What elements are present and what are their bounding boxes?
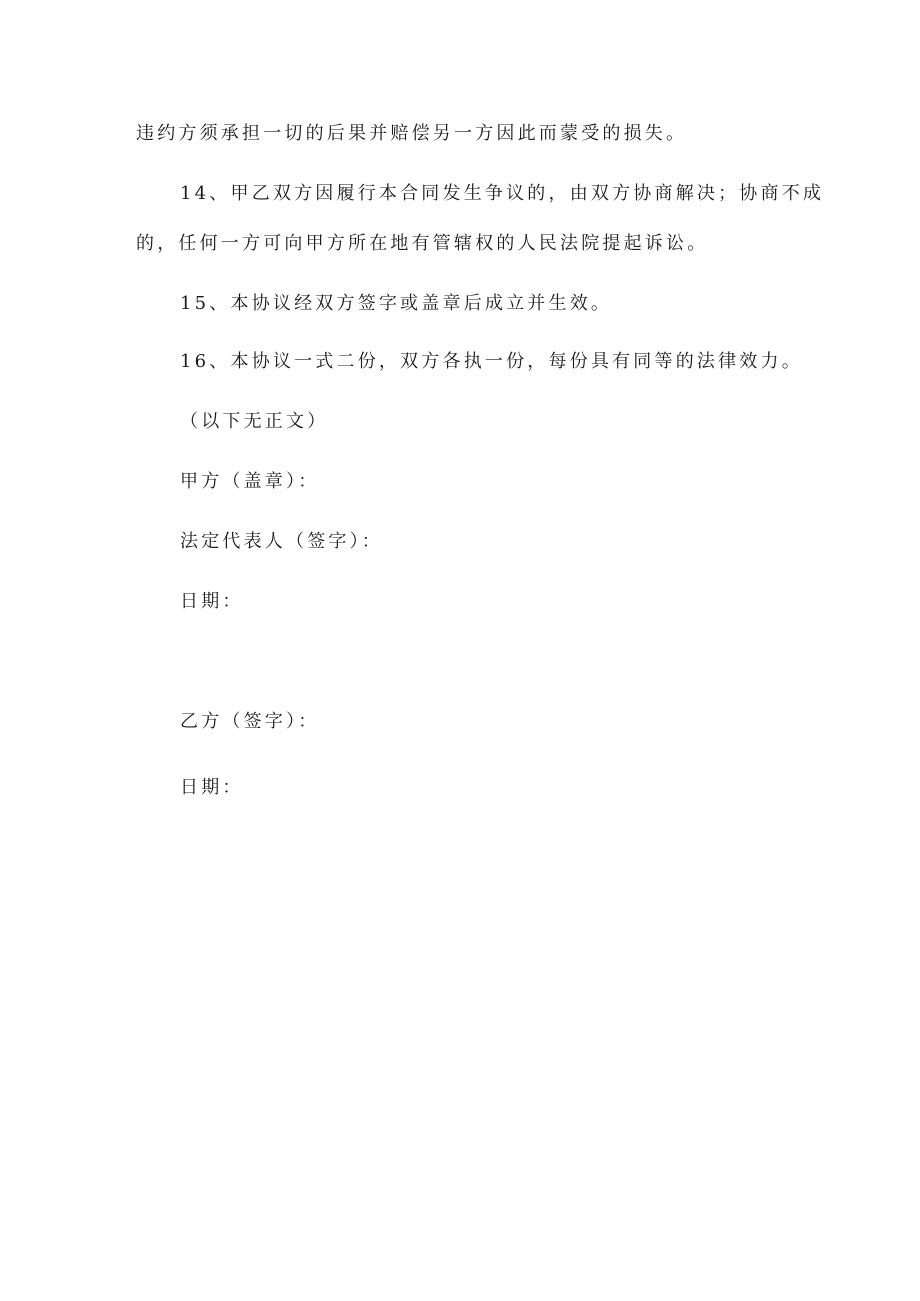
end-of-text-note: （以下无正文） bbox=[180, 411, 329, 432]
party-b-signature-label: 乙方（签字）： bbox=[180, 711, 320, 732]
legal-representative-signature-label: 法定代表人（签字）： bbox=[180, 531, 383, 552]
party-a-date-label: 日期： bbox=[180, 591, 244, 612]
clause-16: 16、本协议一式二份，双方各执一份，每份具有同等的法律效力。 bbox=[180, 351, 803, 372]
clause-14-line-1: 14、甲乙双方因履行本合同发生争议的，由双方协商解决；协商不成 bbox=[180, 183, 825, 204]
party-b-date-label: 日期： bbox=[180, 777, 244, 798]
clause-15: 15、本协议经双方签字或盖章后成立并生效。 bbox=[180, 293, 613, 314]
party-a-seal-label: 甲方（盖章）： bbox=[180, 471, 320, 492]
clause-13-continuation: 违约方须承担一切的后果并赔偿另一方因此而蒙受的损失。 bbox=[136, 123, 688, 144]
clause-14-line-2: 的，任何一方可向甲方所在地有管辖权的人民法院提起诉讼。 bbox=[136, 233, 709, 254]
